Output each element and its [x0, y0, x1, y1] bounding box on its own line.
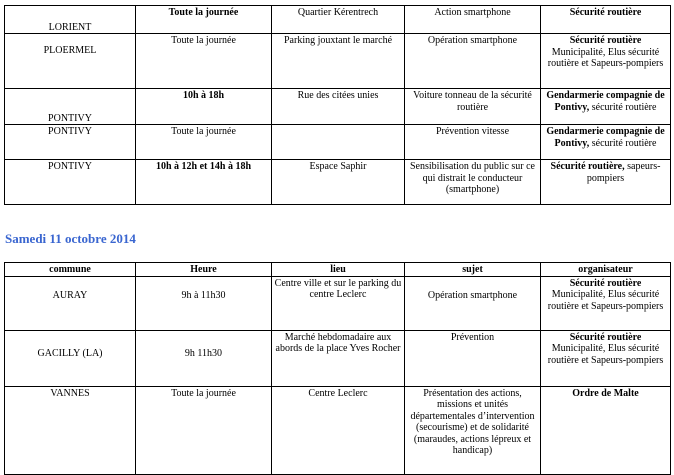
organisateur-bold: Sécurité routière: [569, 277, 642, 289]
organisateur-cell: [541, 6, 671, 34]
sujet-cell: Action smartphone: [405, 6, 541, 34]
heure-text: 9h 11h30: [184, 347, 223, 359]
organisateur-text: Municipalité, Elus sécurité routière et Sapeurs-pompiers: [547, 343, 664, 366]
sujet-cell: Sensibilisation du public sur ce qui distrait le conducteur (smartphone): [405, 160, 541, 205]
heure-cell: 10h à 18h: [136, 89, 272, 125]
sujet-cell: Opération smartphone: [405, 34, 541, 89]
lieu-cell: Marché hebdomadaire aux abords de la place Yves Rocher: [272, 330, 405, 386]
table-row: [5, 89, 671, 125]
organisateur-text: Municipalité, Elus sécurité routière et Sapeurs-pompiers: [547, 289, 664, 312]
organisateur-bold: Gendarmerie compagnie de Pontivy,: [546, 90, 665, 113]
heure-cell: Toute la journée: [136, 6, 272, 34]
column-header-organisateur: organisateur: [541, 263, 671, 277]
organisateur-bold: Sécurité routière: [569, 35, 642, 46]
column-header-sujet: sujet: [405, 263, 541, 277]
table-row: [5, 125, 671, 160]
sujet-cell: Prévention: [405, 330, 541, 386]
heure-cell: Toute la journée: [136, 34, 272, 89]
organisateur-cell: [541, 89, 671, 125]
commune-cell: [5, 330, 136, 386]
commune-cell: VANNES: [5, 386, 136, 474]
heure-cell: Toute la journée: [136, 125, 272, 160]
heure-cell: [136, 330, 272, 386]
table-row: [5, 6, 671, 34]
table-row: [5, 330, 671, 386]
sujet-text: Opération smartphone: [427, 289, 518, 301]
commune-cell: PONTIVY: [5, 89, 136, 125]
column-header-commune: commune: [5, 263, 136, 277]
column-header-lieu: lieu: [272, 263, 405, 277]
lieu-cell: Centre Leclerc: [272, 386, 405, 474]
sujet-cell: [405, 276, 541, 330]
events-table-2: [4, 262, 671, 475]
organisateur-text: sécurité routière: [591, 101, 657, 113]
lieu-cell: Espace Saphir: [272, 160, 405, 205]
sujet-cell: Présentation des actions, missions et unités départementales d’intervention (secourisme) et de solidarité (maraudes, actions lépreux et handicap): [405, 386, 541, 474]
table-row: [5, 34, 671, 89]
commune-cell: PONTIVY: [5, 160, 136, 205]
organisateur-cell: [541, 276, 671, 330]
organisateur-text: sapeurs-pompiers: [586, 161, 661, 184]
sujet-cell: Voiture tonneau de la sécurité routière: [405, 89, 541, 125]
commune-cell: [5, 34, 136, 89]
organisateur-cell: [541, 160, 671, 205]
column-header-heure: Heure: [136, 263, 272, 277]
sujet-cell: Prévention vitesse: [405, 125, 541, 160]
organisateur-bold: Sécurité routière,: [550, 161, 625, 172]
organisateur-bold: Sécurité routière: [569, 7, 642, 18]
lieu-cell: [272, 125, 405, 160]
heure-text: 9h à 11h30: [181, 289, 226, 301]
commune-cell: [5, 276, 136, 330]
heure-cell: 10h à 12h et 14h à 18h: [136, 160, 272, 205]
heure-cell: Toute la journée: [136, 386, 272, 474]
organisateur-text: sécurité routière: [591, 137, 657, 149]
lieu-cell: Parking jouxtant le marché: [272, 34, 405, 89]
lieu-cell: Quartier Kérentrech: [272, 6, 405, 34]
commune-cell: PONTIVY: [5, 125, 136, 160]
organisateur-bold: Sécurité routière: [569, 331, 642, 343]
organisateur-cell: [541, 34, 671, 89]
commune-cell: LORIENT: [5, 6, 136, 34]
commune-text: PLOERMEL: [43, 45, 97, 56]
table-row: [5, 160, 671, 205]
lieu-cell: Rue des citées unies: [272, 89, 405, 125]
table-row: [5, 386, 671, 474]
heure-cell: [136, 276, 272, 330]
organisateur-cell: [541, 386, 671, 474]
organisateur-bold: Ordre de Malte: [572, 387, 639, 399]
table-row: [5, 276, 671, 330]
header-row: [5, 263, 671, 277]
organisateur-cell: [541, 330, 671, 386]
section-heading: Samedi 11 octobre 2014: [5, 231, 136, 246]
lieu-cell: Centre ville et sur le parking du centre Leclerc: [272, 276, 405, 330]
organisateur-text: Municipalité, Elus sécurité routière et Sapeurs-pompiers: [547, 46, 664, 69]
organisateur-cell: [541, 125, 671, 160]
events-table-1: [4, 5, 671, 205]
commune-text: GACILLY (LA): [37, 347, 103, 359]
organisateur-bold: Gendarmerie compagnie de Pontivy,: [546, 126, 665, 149]
commune-text: AURAY: [52, 289, 88, 301]
